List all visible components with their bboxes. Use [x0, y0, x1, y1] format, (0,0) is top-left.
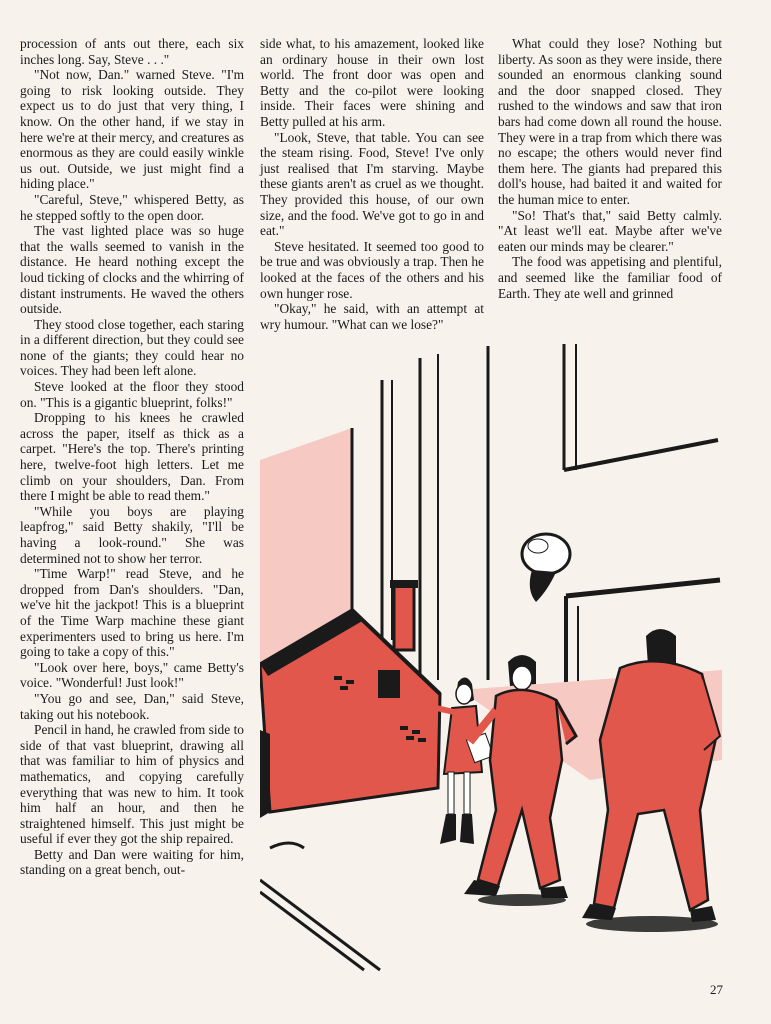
paragraph: Steve hesitated. It seemed too good to be true and was obviously a trap. Then he looked at the faces of the others and his own hunger rose.: [260, 238, 484, 301]
floor-lines: [260, 843, 380, 970]
paragraph: "Look, Steve, that table. You can see the steam rising. Food, Steve! I've only just realised that I'm starving. Maybe these giants aren't as cruel as we thought. They provided this house, of our own size, and the food. We've got to go in and eat.": [260, 129, 484, 239]
text-column-3: [498, 36, 722, 301]
page-number: 27: [710, 982, 723, 997]
paragraph: They stood close together, each staring in a different direction, but they could see none of the giants; they could hear no voices. They had been left alone.: [20, 316, 244, 379]
paragraph: "Okay," he said, with an attempt at wry humour. "What can we lose?": [260, 301, 484, 332]
story-illustration: [260, 340, 722, 972]
paragraph: The food was appetising and plentiful, and seemed like the familiar food of Earth. They ate well and grinned: [498, 254, 722, 301]
paragraph: "Careful, Steve," whispered Betty, as he stepped softly to the open door.: [20, 191, 244, 223]
paragraph: The vast lighted place was so huge that the walls seemed to vanish in the distance. He heard nothing except the loud ticking of clocks and the whirring of distant instruments. He waved the others outside.: [20, 223, 244, 317]
paragraph: "Not now, Dan." warned Steve. "I'm going to risk looking outside. They expect us to do just that very thing, I know. On the other hand, if we stay in here we're at their mercy, and creatures as enormous as they are could easily winkle us out. Outside, we just might find a hiding place.": [20, 67, 244, 192]
paragraph: Dropping to his knees he crawled across the paper, itself as thick as a carpet. "Here's the top. There's printing here, twelve-foot high letters. Let me climb on your shoulders, Dan. From there I might be able to read them.": [20, 410, 244, 504]
paragraph: "So! That's that," said Betty calmly. "At least we'll eat. Maybe after we've eaten our minds may be clearer.": [498, 207, 722, 254]
paragraph: "You go and see, Dan," said Steve, taking out his notebook.: [20, 690, 244, 722]
paragraph: Steve looked at the floor they stood on. "This is a gigantic blueprint, folks!": [20, 379, 244, 410]
paragraph: "While you boys are playing leapfrog," said Betty shakily, "I'll be having a look-round." She was determined not to show her terror.: [20, 503, 244, 566]
text-column-2: [260, 36, 484, 332]
paragraph: "Look over here, boys," came Betty's voice. "Wonderful! Just look!": [20, 659, 244, 691]
door-knob: [522, 534, 570, 602]
paragraph: side what, to his amazement, looked like an ordinary house in their own lost world. The front door was open and Betty and the co-pilot were looking inside. Their faces were shining and Betty pulled at his arm.: [260, 36, 484, 129]
paragraph: "Time Warp!" read Steve, and he dropped from Dan's shoulders. "Dan, we've hit the jackpot! This is a blueprint of the Time Warp machine these giant experimenters used to bring us here. I'm going to take a copy of this.": [20, 566, 244, 660]
paragraph: procession of ants out there, each six inches long. Say, Steve . . .": [20, 36, 244, 67]
paragraph: What could they lose? Nothing but liberty. As soon as they were inside, there sounded an enormous clanking sound and the door snapped closed. They rushed to the windows and saw that iron bars had come down all round the house. They were in a trap from which there was no escape; the others would never find them here. The giants had prepared this doll's house, had baited it and waited for the human mice to enter.: [498, 36, 722, 207]
text-column-1: [20, 36, 244, 878]
steve-figure: [582, 629, 720, 932]
paragraph: Pencil in hand, he crawled from side to side of that vast blueprint, drawing all that was familiar to him of physics and mathematics, and copying carefully everything that was new to him. It took him half an hour, and then he straightened himself. This just might be useful if ever they got the ship repaired.: [20, 722, 244, 847]
paragraph: Betty and Dan were waiting for him, standing on a great bench, out-: [20, 846, 244, 878]
